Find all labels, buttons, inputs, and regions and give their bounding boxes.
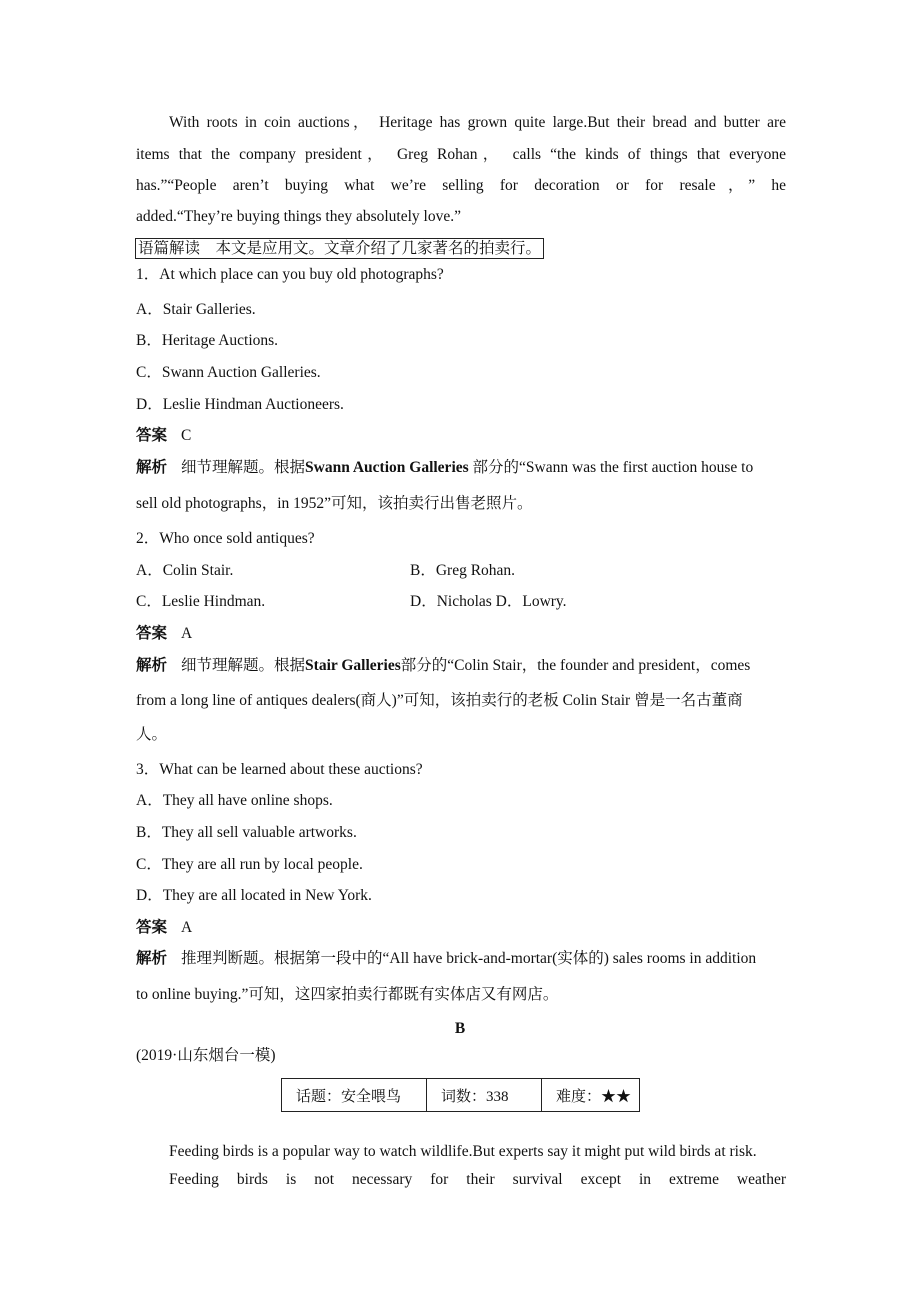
passage-b-line-2: Feeding birds is not necessary for their survival except in extreme weather [169, 1171, 786, 1188]
passage-line-2: items that the company president， Greg Rohan， calls “the kinds of things that everyone [136, 146, 786, 163]
q2-stem: 2．Who once sold antiques? [136, 530, 315, 547]
q2-analysis-line-2: from a long line of antiques dealers(商人)”可知，该拍卖行的老板 Colin Stair 曾是一名古董商 [136, 692, 743, 709]
q2-options-row-2 [136, 592, 786, 612]
q1-analysis-pre: 细节理解题。根据 [181, 459, 306, 476]
q1-option-c: C．Swann Auction Galleries. [136, 364, 321, 381]
q1-analysis-line-1 [136, 458, 786, 478]
q3-analysis-line-1 [136, 949, 786, 969]
q3-stem: 3．What can be learned about these auctions? [136, 761, 423, 778]
q1-stem: 1．At which place can you buy old photographs? [136, 266, 444, 283]
difficulty-cell: 难度：★★ [542, 1079, 640, 1112]
q2-analysis-post: 部分的“Colin Stair，the founder and president，comes [400, 657, 751, 674]
q2-options-row-1 [136, 561, 786, 581]
q2-answer-row [136, 624, 786, 644]
q2-answer: A [181, 625, 193, 642]
analysis-label: 解析 [136, 459, 168, 476]
analysis-label: 解析 [136, 950, 168, 967]
passage-b-line-1: Feeding birds is a popular way to watch wildlife.But experts say it might put wild birds at risk. [169, 1143, 757, 1160]
q3-option-d: D．They are all located in New York. [136, 887, 372, 904]
q2-option-c: C．Leslie Hindman. [136, 593, 266, 610]
analysis-label: 解析 [136, 657, 168, 674]
q1-option-d: D．Leslie Hindman Auctioneers. [136, 396, 344, 413]
q2-analysis-line-1 [136, 656, 786, 676]
q3-analysis-text: 推理判断题。根据第一段中的“All have brick-and-mortar(实体的) sales rooms in addition [181, 950, 757, 967]
q2-option-b: B．Greg Rohan. [410, 562, 516, 579]
word-count-cell: 词数：338 [427, 1079, 542, 1112]
q1-analysis-bold: Swann Auction Galleries [305, 459, 469, 476]
summary-box: 语篇解读 本文是应用文。文章介绍了几家著名的拍卖行。 [135, 238, 544, 259]
q1-analysis-line-2: sell old photographs，in 1952”可知，该拍卖行出售老照片。 [136, 495, 533, 512]
answer-label: 答案 [136, 427, 168, 444]
topic-cell: 话题：安全喂鸟 [282, 1079, 427, 1112]
answer-label: 答案 [136, 919, 168, 936]
q2-option-a: A．Colin Stair. [136, 562, 234, 579]
q1-answer: C [181, 427, 192, 444]
q1-answer-row [136, 426, 786, 446]
q1-analysis-post: 部分的“Swann was the first auction house to [468, 459, 754, 476]
q2-analysis-line-3: 人。 [136, 726, 168, 743]
info-table [281, 1078, 640, 1112]
q3-option-c: C．They are all run by local people. [136, 856, 363, 873]
passage-line-3: has.”“People aren’t buying what we’re selling for decoration or for resale，” he [136, 177, 786, 194]
passage-line-1: With roots in coin auctions， Heritage has grown quite large.But their bread and butter are [169, 114, 786, 131]
answer-label: 答案 [136, 625, 168, 642]
passage-line-4: added.“They’re buying things they absolutely love.” [136, 208, 461, 225]
q1-option-b: B．Heritage Auctions. [136, 332, 279, 349]
q3-option-b: B．They all sell valuable artworks. [136, 824, 357, 841]
q3-answer-row [136, 918, 786, 938]
q3-analysis-line-2: to online buying.”可知，这四家拍卖行都既有实体店又有网店。 [136, 986, 559, 1003]
q2-analysis-pre: 细节理解题。根据 [181, 657, 306, 674]
q2-option-d: D．Nicholas D．Lowry. [410, 593, 567, 610]
q3-answer: A [181, 919, 193, 936]
source-note: (2019·山东烟台一模) [136, 1047, 276, 1064]
section-heading: B [454, 1020, 466, 1037]
q3-option-a: A．They all have online shops. [136, 792, 333, 809]
q1-option-a: A．Stair Galleries. [136, 301, 256, 318]
q2-analysis-bold: Stair Galleries [305, 657, 401, 674]
